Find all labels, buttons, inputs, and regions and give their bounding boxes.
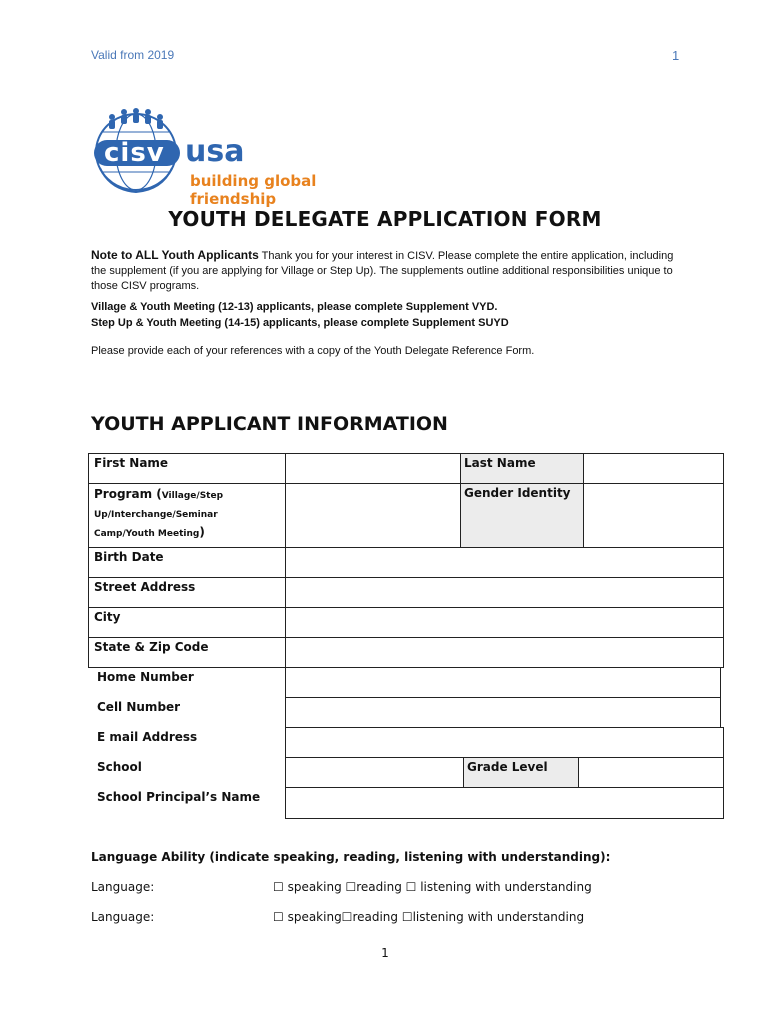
city-label: City xyxy=(94,610,121,624)
logo-country-text: usa xyxy=(185,134,245,169)
email-label: E mail Address xyxy=(97,730,198,744)
program-label xyxy=(94,486,274,543)
home-number-field[interactable] xyxy=(285,667,721,698)
supplement-suyd: Step Up & Youth Meeting (14-15) applicants, please complete Supplement SUYD xyxy=(91,317,509,329)
applicant-note xyxy=(91,248,691,294)
references-note: Please provide each of your references with a copy of the Youth Delegate Reference Form. xyxy=(91,345,535,357)
supplement-list xyxy=(91,299,509,331)
program-options: Village/Step Up/Interchange/Seminar Camp/Youth Meeting xyxy=(94,491,224,539)
logo-brand-text: cisv xyxy=(104,138,165,168)
birth-date-field[interactable] xyxy=(285,547,724,578)
principal-label: School Principal’s Name xyxy=(97,790,261,804)
principal-field[interactable] xyxy=(285,787,724,819)
school-label: School xyxy=(97,760,142,774)
email-field[interactable] xyxy=(285,727,724,758)
grade-field[interactable] xyxy=(578,757,724,788)
note-text: Thank you for your interest in CISV. Please complete the entire application, including the supplement (if you are applying for Village or Step Up). The supplements outline additional responsibilities unique to those CISV programs. xyxy=(91,250,674,292)
last-name-label: Last Name xyxy=(464,456,536,470)
school-field[interactable] xyxy=(285,757,464,788)
header-page-number: 1 xyxy=(672,48,680,63)
language-label-1: Language: xyxy=(91,880,155,894)
language-options-2[interactable]: ☐ speaking☐reading ☐listening with understanding xyxy=(273,910,585,924)
gender-field[interactable] xyxy=(583,483,724,548)
language-label-2: Language: xyxy=(91,910,155,924)
street-field[interactable] xyxy=(285,577,724,608)
footer-page-number: 1 xyxy=(381,946,389,960)
first-name-field[interactable] xyxy=(285,453,461,484)
city-field[interactable] xyxy=(285,607,724,638)
cell-number-label: Cell Number xyxy=(97,700,181,714)
home-number-label: Home Number xyxy=(97,670,194,684)
section-title: YOUTH APPLICANT INFORMATION xyxy=(91,413,448,435)
birth-date-label: Birth Date xyxy=(94,550,164,564)
grade-label: Grade Level xyxy=(467,760,548,774)
valid-from-label: Valid from 2019 xyxy=(91,48,175,62)
cell-number-field[interactable] xyxy=(285,697,721,728)
language-ability-title: Language Ability (indicate speaking, reading, listening with understanding): xyxy=(91,850,611,864)
street-label: Street Address xyxy=(94,580,196,594)
state-zip-label: State & Zip Code xyxy=(94,640,209,654)
gender-label: Gender Identity xyxy=(464,486,571,500)
logo-tagline: building global friendship xyxy=(190,172,317,208)
program-label-close: ) xyxy=(199,525,205,539)
program-field[interactable] xyxy=(285,483,461,548)
first-name-label: First Name xyxy=(94,456,169,470)
state-zip-field[interactable] xyxy=(285,637,724,668)
language-options-1[interactable]: ☐ speaking ☐reading ☐ listening with understanding xyxy=(273,880,592,894)
note-lead: Note to ALL Youth Applicants xyxy=(91,248,259,262)
supplement-vyd: Village & Youth Meeting (12-13) applicants, please complete Supplement VYD. xyxy=(91,301,498,313)
form-title: YOUTH DELEGATE APPLICATION FORM xyxy=(168,207,602,231)
cisv-usa-logo xyxy=(90,108,390,208)
program-label-text: Program ( xyxy=(94,487,162,501)
last-name-field[interactable] xyxy=(583,453,724,484)
